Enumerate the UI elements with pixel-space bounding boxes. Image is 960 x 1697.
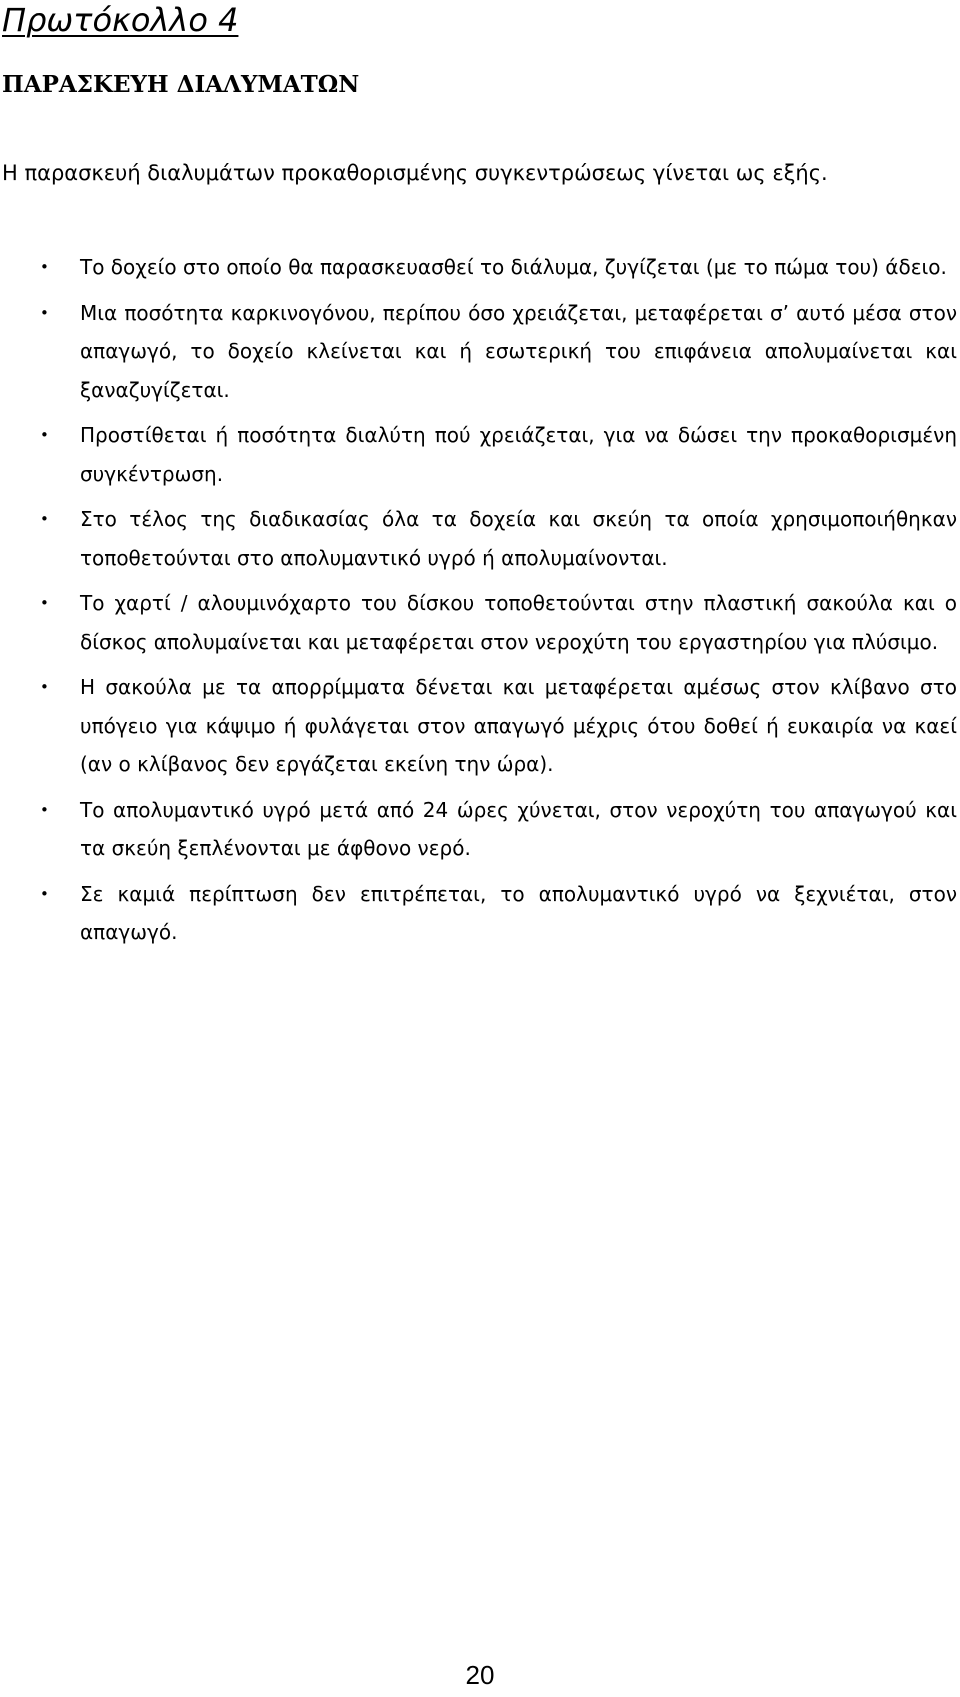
step-text: Μια ποσότητα καρκινογόνου, περίπου όσο χρειάζεται, μεταφέρεται σ’ αυτό μέσα στον απαγωγό, το δοχείο κλείνεται και ή εσωτερική του επιφάνεια απολυμαίνεται και ξαναζυγίζεται. <box>80 300 957 402</box>
bullet-icon: • <box>40 426 49 444</box>
section-heading: ΠΑΡΑΣΚΕΥΗ ΔΙΑΛΥΜΑΤΩΝ <box>2 71 360 98</box>
bullet-icon: • <box>40 678 49 696</box>
step-text: Το απολυμαντικό υγρό μετά από 24 ώρες χύνεται, στον νεροχύτη του απαγωγού και τα σκεύη ξεπλένονται με άφθονο νερό. <box>80 797 957 860</box>
bullet-icon: • <box>40 884 49 903</box>
step-text: Το δοχείο στο οποίο θα παρασκευασθεί το διάλυμα, ζυγίζεται (με το πώμα του) άδειο. <box>80 255 947 279</box>
bullet-icon: • <box>40 258 49 276</box>
bullet-icon: • <box>40 800 49 819</box>
protocol-title: Πρωτόκολλο 4 <box>2 1 239 39</box>
list-item <box>0 668 960 784</box>
list-item <box>0 584 960 661</box>
page-number: 20 <box>465 1660 495 1690</box>
step-text: Στο τέλος της διαδικασίας όλα τα δοχεία και σκεύη τα οποία χρησιμοποιήθηκαν τοποθετούνται στο απολυμαντικό υγρό ή απολυμαίνονται. <box>80 507 957 570</box>
intro-paragraph: Η παρασκευή διαλυμάτων προκαθορισμένης συγκεντρώσεως γίνεται ως εξής. <box>2 161 828 185</box>
list-item <box>0 875 960 952</box>
step-text: Προστίθεται ή ποσότητα διαλύτη πού χρειάζεται, για να δώσει την προκαθορισμένη συγκέντρωση. <box>80 423 957 486</box>
list-item <box>0 416 960 493</box>
list-item <box>0 248 960 287</box>
list-item <box>0 791 960 868</box>
bullet-icon: • <box>40 594 49 612</box>
procedure-steps-list <box>0 248 960 959</box>
bullet-icon: • <box>40 303 49 322</box>
step-text: Το χαρτί / αλουμινόχαρτο του δίσκου τοποθετούνται στην πλαστική σακούλα και ο δίσκος απολυμαίνεται και μεταφέρεται στον νεροχύτη του εργαστηρίου για πλύσιμο. <box>80 591 957 654</box>
list-item <box>0 294 960 410</box>
list-item <box>0 500 960 577</box>
step-text: Η σακούλα με τα απορρίμματα δένεται και μεταφέρεται αμέσως στον κλίβανο στο υπόγειο για κάψιμο ή φυλάγεται στον απαγωγό μέχρις ότου δοθεί ή ευκαιρία να καεί (αν ο κλίβανος δεν εργάζεται εκείνη την ώρα). <box>80 675 957 776</box>
bullet-icon: • <box>40 510 49 528</box>
step-text: Σε καμιά περίπτωση δεν επιτρέπεται, το απολυμαντικό υγρό να ξεχνιέται, στον απαγωγό. <box>80 881 957 944</box>
